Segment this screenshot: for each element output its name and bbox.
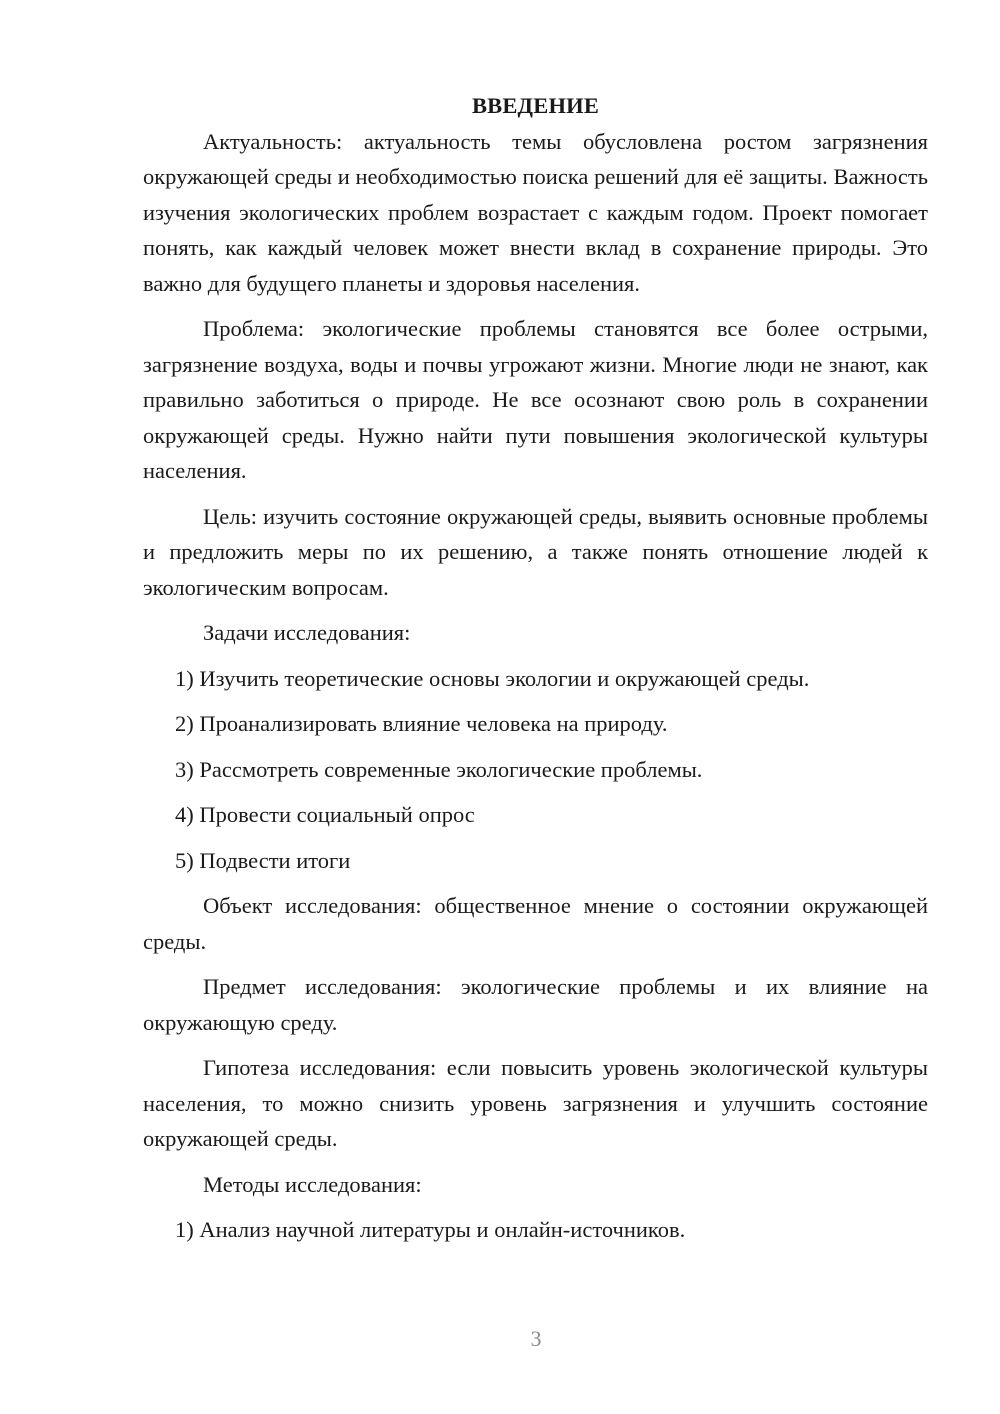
- task-item: 3) Рассмотреть современные экологические проблемы.: [175, 756, 703, 782]
- methods-heading: Методы исследования:: [203, 1171, 422, 1197]
- task-item: 4) Провести социальный опрос: [175, 802, 475, 827]
- task-item: 2) Проанализировать влияние человека на природу.: [175, 711, 668, 736]
- paragraph-problem: Проблема: экологические проблемы становятся все более острыми, загрязнение воздуха, воды и почвы угрожают жизни. Многие люди не знают, как правильно заботиться о природе. Не все осознают свою роль в сохранении окружающей среды. Нужно найти пути повышения экологической культуры населения.: [143, 316, 928, 483]
- paragraph-goal: Цель: изучить состояние окружающей среды, выявить основные проблемы и предложить меры по их решению, а также понять отношение людей к экологическим вопросам.: [143, 503, 928, 600]
- tasks-heading: Задачи исследования:: [203, 620, 411, 645]
- paragraph-relevance: Актуальность: актуальность темы обусловлена ростом загрязнения окружающей среды и необходимостью поиска решений для её защиты. Важность изучения экологических проблем возрастает с каждым годом. Проект помогает понять, как каждый человек может внести вклад в сохранение природы. Это важно для будущего планеты и здоровья населения.: [143, 128, 928, 296]
- paragraph-subject: Предмет исследования: экологические проблемы и их влияние на окружающую среду.: [143, 974, 928, 1035]
- paragraph-hypothesis: Гипотеза исследования: если повысить уровень экологической культуры населения, то можно снизить уровень загрязнения и улучшить состояние окружающей среды.: [143, 1055, 928, 1151]
- page-content: [143, 88, 928, 1258]
- section-title: ВВЕДЕНИЕ: [471, 93, 600, 118]
- method-item: 1) Анализ научной литературы и онлайн-источников.: [175, 1217, 686, 1242]
- task-item: 1) Изучить теоретические основы экологии и окружающей среды.: [175, 665, 810, 691]
- task-item: 5) Подвести итоги: [175, 847, 351, 873]
- paragraph-object: Объект исследования: общественное мнение о состоянии окружающей среды.: [143, 893, 928, 954]
- page-number: 3: [530, 1326, 542, 1351]
